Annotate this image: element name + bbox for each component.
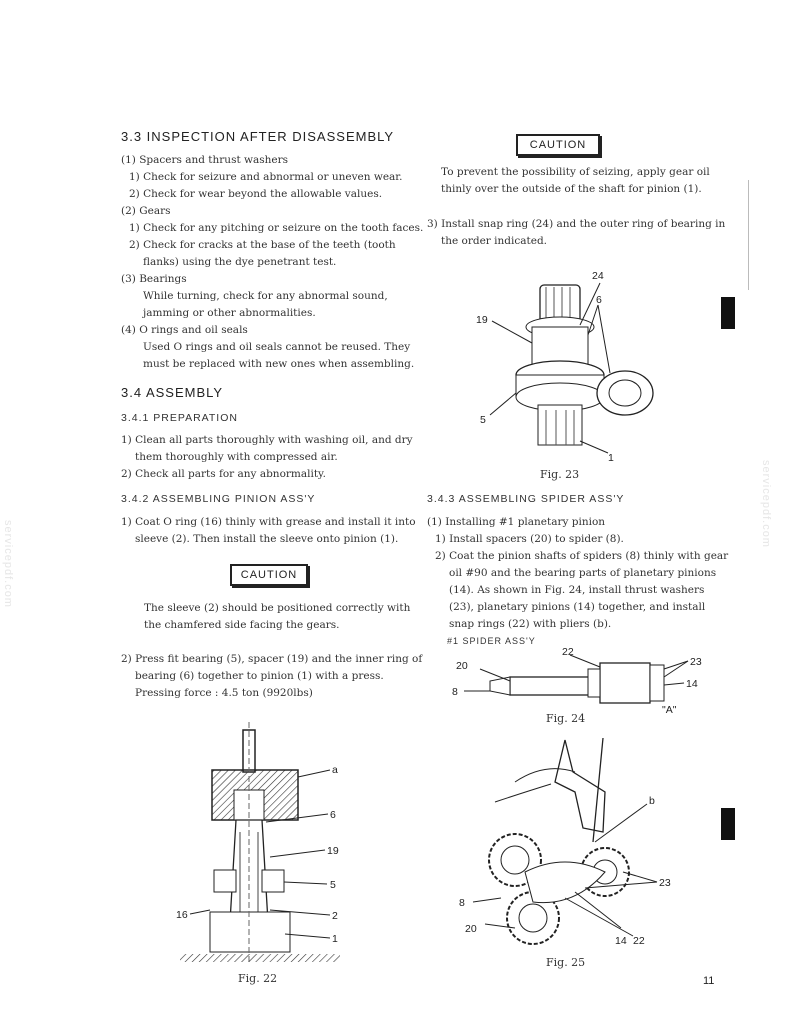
section-3-4-2-title: 3.4.2 ASSEMBLING PINION ASS'Y xyxy=(121,493,316,505)
section-3-4-3-title: 3.4.3 ASSEMBLING SPIDER ASS'Y xyxy=(427,493,625,505)
section-3-4-3-body xyxy=(427,514,728,633)
fig-25-label: 22 xyxy=(633,935,645,947)
list-item: 1) Coat O ring (16) thinly with grease and install it into xyxy=(121,516,416,528)
fig-23-label: 24 xyxy=(592,270,604,282)
fig-22-label: 2 xyxy=(332,910,338,922)
spider-assy-label: #1 SPIDER ASS'Y xyxy=(447,636,536,646)
list-item: sleeve (2). Then install the sleeve onto pinion (1). xyxy=(135,533,399,545)
fig-22-label: 6 xyxy=(330,809,336,821)
caution-label-right: CAUTION xyxy=(516,134,600,156)
fig-24-label: 20 xyxy=(456,660,468,672)
watermark-left: servicepdf.com xyxy=(2,520,14,608)
fig-22-label: 16 xyxy=(176,909,188,921)
fig-24-label: 23 xyxy=(690,656,702,668)
fig-25-label: 14 xyxy=(615,935,627,947)
list-item: (23), planetary pinions (14) together, and install xyxy=(449,601,706,613)
fig-25-label: 23 xyxy=(659,877,671,889)
list-item: the chamfered side facing the gears. xyxy=(144,619,340,631)
list-item: To prevent the possibility of seizing, apply gear oil xyxy=(441,166,710,178)
fig-25-drawing xyxy=(455,732,695,952)
edge-line xyxy=(748,180,749,290)
list-item: thinly over the outside of the shaft for pinion (1). xyxy=(441,183,702,195)
list-item: (1) Spacers and thrust washers xyxy=(121,154,289,166)
list-item: the order indicated. xyxy=(441,235,547,247)
section-3-4-title: 3.4 ASSEMBLY xyxy=(121,385,224,400)
list-item: 1) Check for seizure and abnormal or uneven wear. xyxy=(129,171,403,183)
fig-23-label: 19 xyxy=(476,314,488,326)
step-3-body xyxy=(427,216,725,250)
fig-25-caption: Fig. 25 xyxy=(546,956,586,969)
page-number: 11 xyxy=(703,975,715,987)
section-3-4-1-body xyxy=(121,432,413,483)
fig-22-drawing xyxy=(170,722,360,972)
fig-24-label: 8 xyxy=(452,686,458,698)
list-item: 2) Check for wear beyond the allowable values. xyxy=(129,188,383,200)
section-tab-marker xyxy=(721,808,735,840)
fig-23-label: 5 xyxy=(480,414,486,426)
section-3-3-title: 3.3 INSPECTION AFTER DISASSEMBLY xyxy=(121,129,395,144)
fig-23-label: 1 xyxy=(608,452,614,464)
fig-23-caption: Fig. 23 xyxy=(540,468,580,481)
caution-label-left: CAUTION xyxy=(230,564,308,586)
section-3-4-1-title: 3.4.1 PREPARATION xyxy=(121,412,238,424)
fig-24-label: "A" xyxy=(662,704,677,715)
fig-25-label: b xyxy=(649,795,655,807)
list-item: oil #90 and the bearing parts of planetary pinions xyxy=(449,567,717,579)
list-item: snap rings (22) with pliers (b). xyxy=(449,618,612,630)
list-item: 1) Clean all parts thoroughly with washing oil, and dry xyxy=(121,434,413,446)
list-item: The sleeve (2) should be positioned correctly with xyxy=(144,602,411,614)
list-item: Pressing force : 4.5 ton (9920lbs) xyxy=(135,687,313,699)
list-item: (1) Installing #1 planetary pinion xyxy=(427,516,606,528)
fig-24-label: 22 xyxy=(562,646,574,658)
fig-23-drawing xyxy=(470,265,670,465)
fig-22-label: a xyxy=(332,764,338,776)
fig-25-label: 20 xyxy=(465,923,477,935)
list-item: them thoroughly with compressed air. xyxy=(135,451,338,463)
list-item: jamming or other abnormalities. xyxy=(143,307,316,319)
list-item: bearing (6) together to pinion (1) with a press. xyxy=(135,670,384,682)
list-item: 1) Install spacers (20) to spider (8). xyxy=(435,533,624,545)
section-3-4-2-body xyxy=(121,514,416,548)
fig-24-drawing xyxy=(450,645,710,715)
list-item: (2) Gears xyxy=(121,205,171,217)
list-item: (14). As shown in Fig. 24, install thrust washers xyxy=(449,584,705,596)
list-item: While turning, check for any abnormal sound, xyxy=(143,290,388,302)
list-item: 3) Install snap ring (24) and the outer ring of bearing in xyxy=(427,218,726,230)
section-3-4-2-body-b xyxy=(121,651,422,702)
watermark-right: servicepdf.com xyxy=(760,460,772,548)
list-item: flanks) using the dye penetrant test. xyxy=(143,256,337,268)
fig-22-label: 1 xyxy=(332,933,338,945)
list-item: 2) Press fit bearing (5), spacer (19) and the inner ring of xyxy=(121,653,423,665)
list-item: 2) Check for cracks at the base of the teeth (tooth xyxy=(129,239,396,251)
list-item: Used O rings and oil seals cannot be reused. They xyxy=(143,341,411,353)
fig-22-caption: Fig. 22 xyxy=(238,972,278,985)
fig-24-caption: Fig. 24 xyxy=(546,712,586,725)
section-3-3-body xyxy=(121,152,423,373)
caution-text-left xyxy=(144,600,410,634)
section-tab-marker xyxy=(721,297,735,329)
fig-25-label: 8 xyxy=(459,897,465,909)
list-item: 2) Coat the pinion shafts of spiders (8) thinly with gear xyxy=(435,550,729,562)
list-item: 2) Check all parts for any abnormality. xyxy=(121,468,326,480)
list-item: must be replaced with new ones when assembling. xyxy=(143,358,415,370)
caution-text-right xyxy=(441,164,710,198)
fig-24-label: 14 xyxy=(686,678,698,690)
list-item: (3) Bearings xyxy=(121,273,187,285)
fig-22-label: 19 xyxy=(327,845,339,857)
list-item: 1) Check for any pitching or seizure on the tooth faces. xyxy=(129,222,424,234)
list-item: (4) O rings and oil seals xyxy=(121,324,248,336)
fig-22-label: 5 xyxy=(330,879,336,891)
fig-23-label: 6 xyxy=(596,294,602,306)
